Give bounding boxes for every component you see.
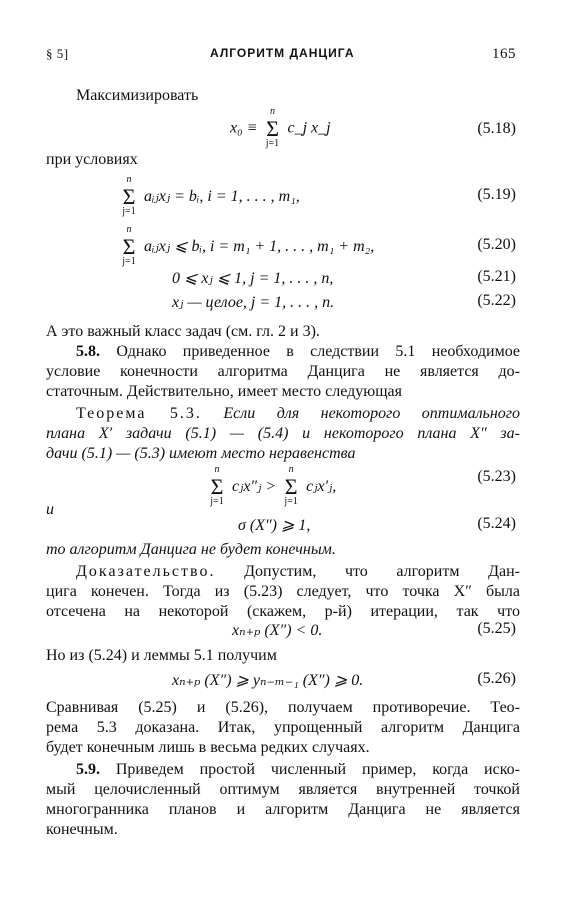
item-number: 5.9.	[76, 761, 100, 778]
section-marker: § 5]	[46, 46, 69, 61]
theorem-heading: Теорема 5.3.	[76, 405, 202, 422]
theorem-text: дачи (5.1) — (5.3) имеют место неравенства	[46, 445, 356, 462]
sum-symbol: n Σ j=1	[118, 236, 140, 258]
sum-upper: n	[126, 174, 132, 186]
paragraph-line: многогранника планов и алгоритм Данцига не является	[46, 801, 520, 818]
page-number: 165	[492, 46, 516, 62]
equation-5-24: σ (X″) ⩾ 1,	[238, 517, 311, 534]
sum-lower: j=1	[122, 206, 136, 218]
eq-5-18-lhs: x₀ ≡	[230, 119, 258, 137]
sum-lower: j=1	[122, 256, 136, 268]
proof-text: цига конечен. Тогда из (5.23) следует, что точка X″ была	[46, 583, 520, 600]
paragraph-text: Но из (5.24) и леммы 5.1 получим	[46, 647, 277, 664]
paragraph-text: А это важный класс задач (см. гл. 2 и 3).	[46, 323, 320, 340]
paragraph-line: условие конечности алгоритма Данцига не является до-	[46, 363, 520, 380]
sum-lower: j=1	[210, 496, 224, 508]
paragraph-text	[76, 342, 520, 362]
running-title: АЛГОРИТМ ДАНЦИГА	[210, 46, 355, 60]
paragraph-line: рема 5.3 доказана. Итак, упрощенный алгоритм Данцига	[46, 719, 520, 736]
sum-upper: n	[288, 464, 294, 476]
sum-lower: j=1	[284, 496, 298, 508]
eq-number-5-20: (5.20)	[477, 236, 516, 253]
sum-symbol: n Σ j=1	[261, 118, 283, 140]
eq-5-23-lhs: cⱼx″ⱼ >	[232, 478, 277, 495]
equation-5-20	[118, 224, 375, 268]
conjunction: и	[46, 501, 54, 518]
eq-5-23-rhs: cⱼx′ⱼ,	[306, 478, 337, 495]
equation-5-25: xₙ₊ₚ (X″) < 0.	[232, 622, 323, 639]
paragraph-text: Приведем простой численный пример, когда иско-	[115, 761, 520, 778]
eq-number-5-25: (5.25)	[477, 620, 516, 637]
paragraph-line: будет конечным лишь в весьма редких случаях.	[46, 739, 370, 756]
conditions-label: при условиях	[46, 151, 138, 168]
proof-line	[76, 562, 520, 582]
eq-5-18-rhs: c_j x_j	[287, 119, 331, 137]
paragraph-line: статочным. Действительно, имеет место следующая	[46, 383, 402, 400]
sum-symbol: n Σ j=1	[206, 476, 228, 498]
sum-symbol: n Σ j=1	[118, 186, 140, 208]
eq-number-5-23: (5.23)	[477, 468, 516, 485]
proof-text: Допустим, что алгоритм Дан-	[244, 563, 521, 580]
sum-upper: n	[214, 464, 220, 476]
eq-number-5-21: (5.21)	[477, 268, 516, 285]
paragraph-line: конечным.	[46, 821, 118, 838]
eq-number-5-26: (5.26)	[477, 670, 516, 687]
proof-heading: Доказательство.	[76, 563, 216, 580]
theorem-text: Если для некоторого оптимального	[223, 405, 521, 422]
theorem-text: плана X′ задачи (5.1) — (5.4) и некоторого плана X″ за-	[46, 425, 520, 442]
equation-5-18	[230, 106, 331, 149]
eq-5-19-body: aᵢⱼxⱼ = bᵢ, i = 1, . . . , m₁,	[144, 188, 300, 205]
paragraph-line	[76, 760, 520, 780]
equation-5-26: xₙ₊ₚ (X″) ⩾ yₙ₋ₘ₋₁ (X″) ⩾ 0.	[172, 672, 364, 689]
paragraph-line: Однако приведенное в следствии 5.1 необходимое	[116, 343, 520, 360]
eq-number-5-19: (5.19)	[477, 186, 516, 203]
paragraph-line: Сравнивая (5.25) и (5.26), получаем противоречие. Тео-	[46, 699, 520, 716]
sum-lower: j=1	[265, 138, 280, 149]
eq-number-5-24: (5.24)	[477, 515, 516, 532]
equation-5-22: xⱼ — целое, j = 1, . . . , n.	[172, 294, 335, 311]
equation-5-21: 0 ⩽ xⱼ ⩽ 1, j = 1, . . . , n,	[172, 270, 334, 287]
paragraph-line: мый целочисленный оптимум является внутренней точкой	[46, 781, 520, 798]
maximize-label: Максимизировать	[76, 87, 199, 104]
eq-number-5-22: (5.22)	[477, 292, 516, 309]
eq-number-5-18: (5.18)	[477, 120, 516, 137]
equation-5-23	[206, 464, 337, 508]
proof-text: отсечена на некоторой (скажем, p-й) итерации, так что	[46, 603, 520, 620]
sum-upper: n	[269, 106, 275, 117]
equation-5-19	[118, 174, 300, 218]
sum-symbol: n Σ j=1	[280, 476, 302, 498]
theorem-line	[76, 404, 520, 424]
eq-5-20-body: aᵢⱼxⱼ ⩽ bᵢ, i = m₁ + 1, . . . , m₁ + m₂,	[144, 238, 375, 255]
theorem-conclusion: то алгоритм Данцига не будет конечным.	[46, 541, 336, 558]
item-number: 5.8.	[76, 343, 100, 360]
sum-upper: n	[126, 224, 132, 236]
